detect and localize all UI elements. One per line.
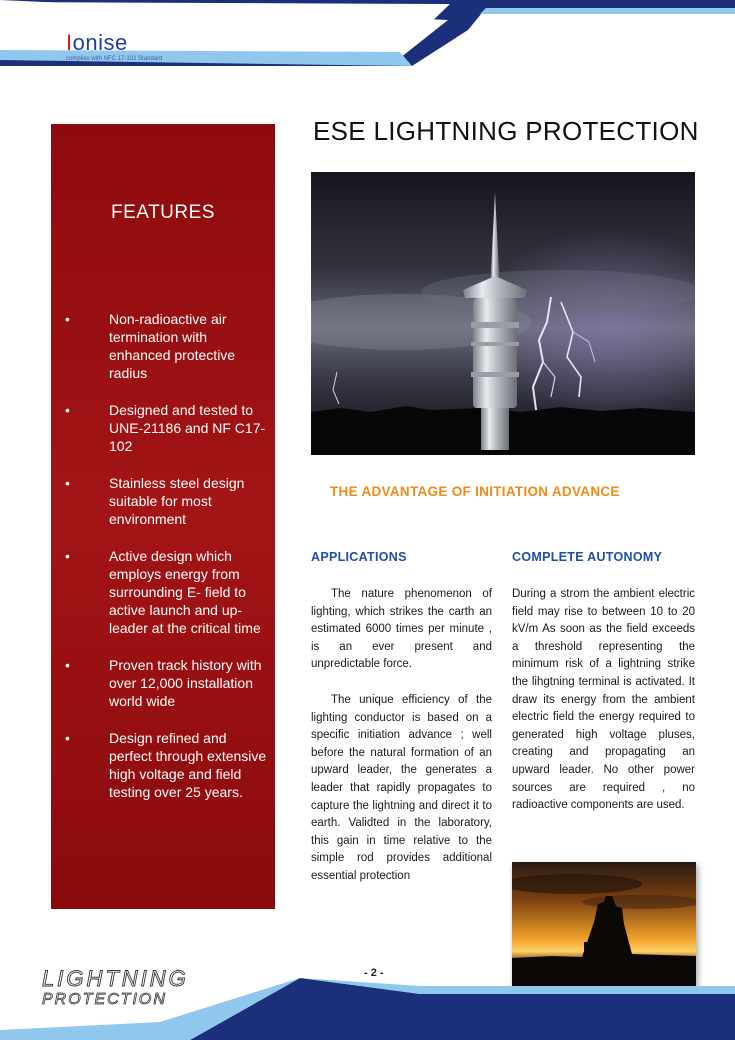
feature-item: [61, 474, 267, 528]
applications-text: [311, 586, 492, 886]
bullet: •: [65, 475, 70, 491]
brand-tagline: complies with NFC 17-102 Standard: [66, 56, 163, 62]
brand-name-rest: onise: [72, 30, 128, 55]
feature-text: Design refined and perfect through extensive high voltage and field testing over 25 years.: [109, 730, 267, 800]
bullet: •: [65, 311, 70, 327]
feature-text: Non-radioactive air termination with enhanced protective radius: [109, 311, 236, 381]
applications-paragraph-2: The unique efficiency of the lighting conductor is based on a specific initiation advance ; well before the natural formation of an upward leader, the generates a leader that rapidly propagates to capture the lightning and direct it to earth. Validted in the laboratory, this gain in time relative to the simple rod provides additional essential protection: [311, 693, 492, 882]
lightning-protection-logo: [40, 966, 212, 1012]
feature-item: [61, 656, 267, 710]
features-title: FEATURES: [111, 202, 215, 223]
feature-item: [61, 401, 267, 455]
advantage-title: THE ADVANTAGE OF INITIATION ADVANCE: [330, 484, 620, 499]
autonomy-paragraph: During a strom the ambient electric field may rise to between 10 to 20 kV/m As soon as the field exceeds a threshold representing the minimum risk of a lightning strike the lihgtning terminal is activated. It draw its energy from the ambient electric field the energy required to generated high voltage pluses, creating and propagating an upward leader. No other power sources are required , no radioactive components are used.: [512, 588, 695, 812]
brand-logo: [66, 32, 162, 63]
applications-paragraph-1: The nature phenomenon of lighting, which strikes the carth an estimated 6000 times per minute , is an ever present and unpredictable force.: [311, 588, 492, 671]
feature-text: Designed and tested to UNE-21186 and NF C17-102: [109, 402, 266, 454]
brand-name: [66, 32, 162, 54]
bullet: •: [65, 402, 70, 418]
feature-text: Proven track history with over 12,000 installation world wide: [109, 657, 262, 709]
brand-first-letter: I: [66, 30, 73, 55]
features-list: [61, 310, 267, 820]
lightning-rod-photo: [311, 172, 695, 455]
logo-line-2: PROTECTION: [42, 991, 167, 1008]
feature-text: Active design which employs energy from surrounding E- field to active launch and up- leader at the critical time: [109, 548, 261, 636]
bullet: •: [65, 730, 70, 746]
features-sidebar: [51, 124, 275, 909]
page-title: ESE LIGHTNING PROTECTION: [313, 116, 699, 146]
bullet: •: [65, 657, 70, 673]
feature-item: [61, 729, 267, 801]
logo-line-1: LIGHTNING: [42, 966, 189, 991]
page-number: - 2 -: [364, 967, 384, 979]
feature-item: [61, 547, 267, 637]
feature-text: Stainless steel design suitable for most environment: [109, 475, 245, 527]
autonomy-text: [512, 586, 695, 815]
applications-heading: APPLICATIONS: [311, 550, 407, 564]
bullet: •: [65, 548, 70, 564]
autonomy-heading: COMPLETE AUTONOMY: [512, 550, 663, 564]
feature-item: [61, 310, 267, 382]
